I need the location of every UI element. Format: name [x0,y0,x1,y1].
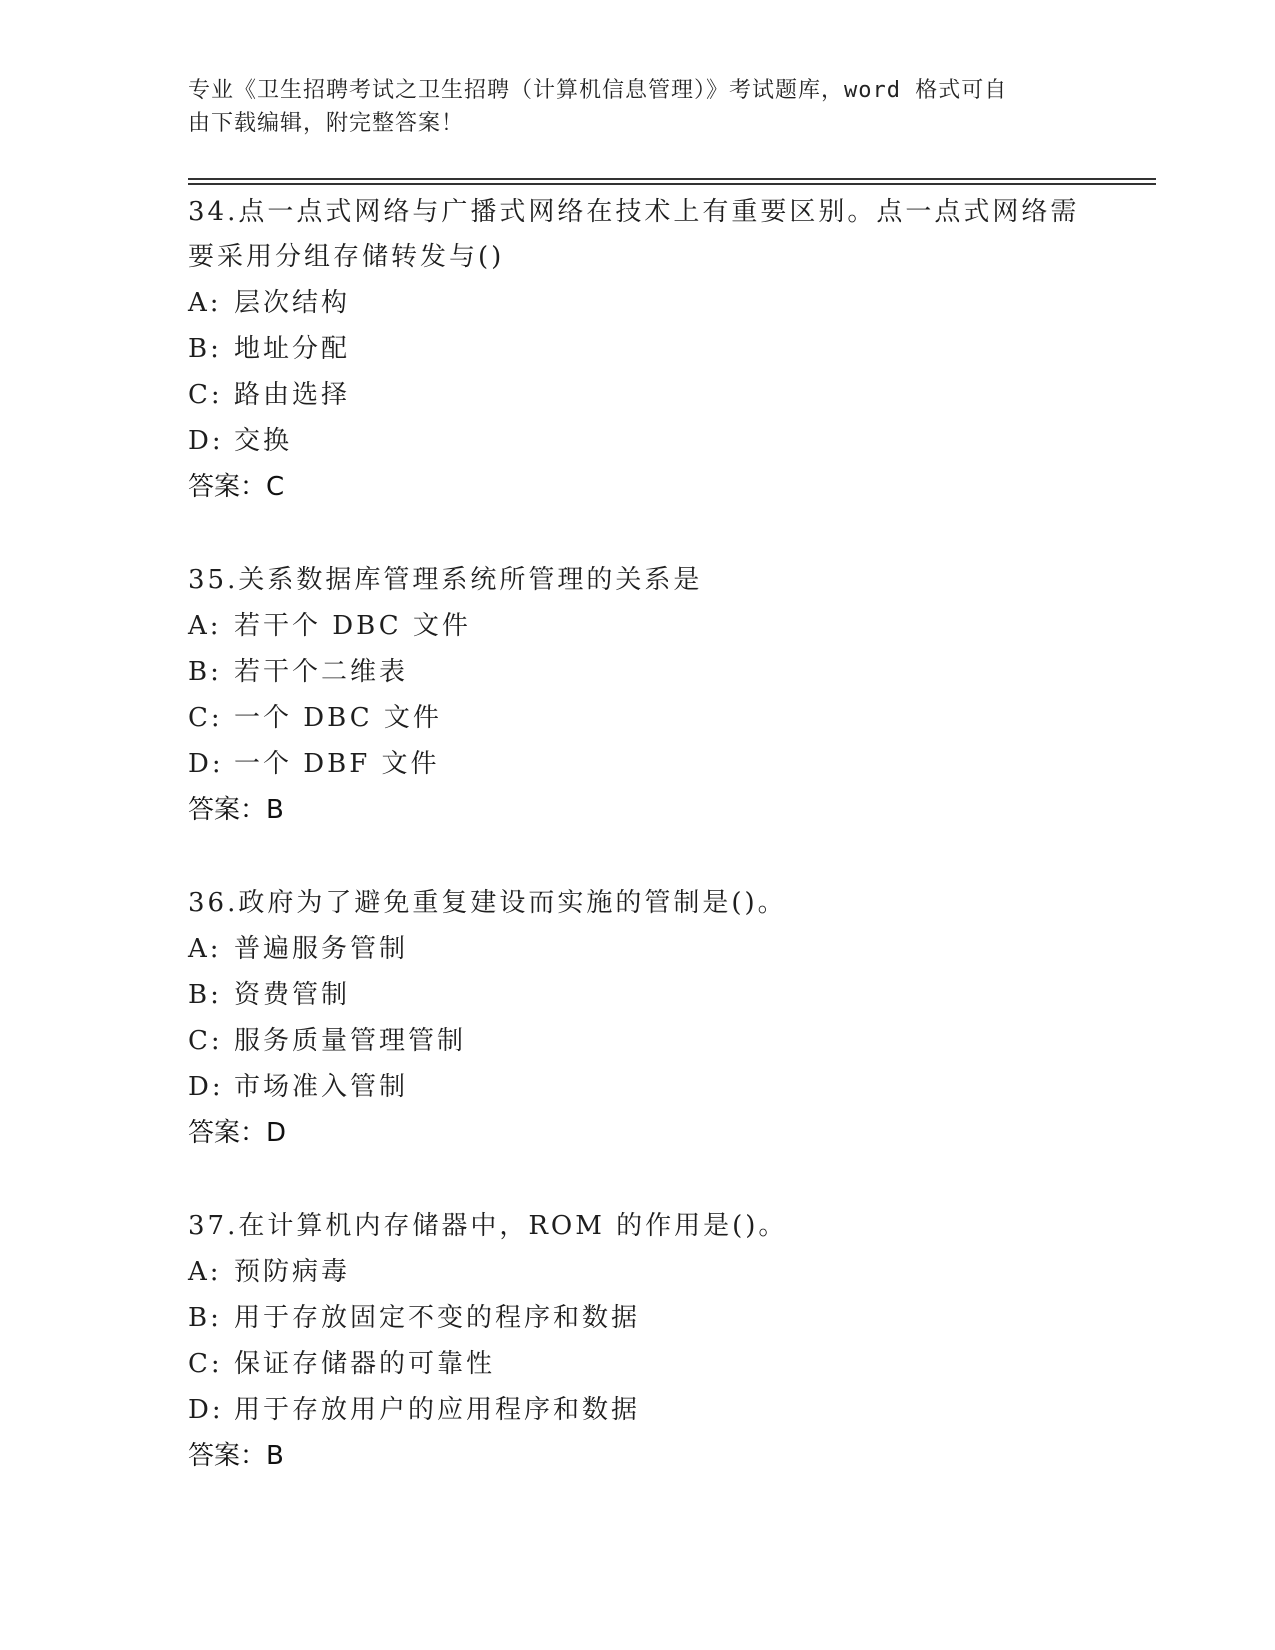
option-key: C: [188,1349,223,1379]
header-line-2: 由下载编辑，附完整答案！ [188,111,465,136]
option-text: 服务质量管理管制 [234,1026,467,1056]
option-text: 预防病毒 [234,1257,351,1287]
question-text: 37.在计算机内存储器中，ROM 的作用是()。 [188,1211,788,1241]
option-c [188,1018,1088,1064]
option-text: 地址分配 [234,334,351,364]
option-b [188,326,1088,372]
option-text: 路由选择 [234,380,351,410]
option-a [188,603,1088,649]
answer-line: 答案：B [188,795,284,825]
option-c [188,1341,1088,1387]
question-35 [188,558,1088,833]
option-c [188,372,1088,418]
option-b [188,972,1088,1018]
option-text: 保证存储器的可靠性 [234,1349,496,1379]
header-line-1: 专业《卫生招聘考试之卫生招聘（计算机信息管理）》考试题库，word 格式可自 [188,78,1008,103]
option-a [188,1249,1088,1295]
answer-line: 答案：B [188,1441,284,1471]
option-text: 用于存放用户的应用程序和数据 [234,1395,641,1425]
option-key: B: [188,1303,222,1333]
option-key: B: [188,980,222,1010]
option-text: 一个 DBF 文件 [234,749,440,779]
option-key: D: [188,426,224,456]
option-d [188,741,1088,787]
spacer [188,833,1088,881]
option-key: B: [188,334,222,364]
header-divider-top [188,178,1156,180]
option-text: 普遍服务管制 [234,934,409,964]
option-b [188,649,1088,695]
header-divider-bottom [188,183,1156,185]
document-header [188,74,1068,140]
answer-line: 答案：D [188,1118,287,1148]
option-b [188,1295,1088,1341]
option-text: 若干个二维表 [234,657,409,687]
option-key: A: [188,934,222,964]
option-key: D: [188,1395,224,1425]
option-key: D: [188,749,224,779]
question-34 [188,190,1088,510]
question-text: 35.关系数据库管理系统所管理的关系是 [188,565,703,595]
option-text: 资费管制 [234,980,351,1010]
option-text: 用于存放固定不变的程序和数据 [234,1303,641,1333]
option-text: 一个 DBC 文件 [234,703,442,733]
question-36 [188,881,1088,1156]
option-key: B: [188,657,222,687]
question-text: 36.政府为了避免重复建设而实施的管制是()。 [188,888,787,918]
option-d [188,1064,1088,1110]
option-key: A: [188,1257,222,1287]
option-text: 市场准入管制 [234,1072,409,1102]
question-text: 34.点一点式网络与广播式网络在技术上有重要区别。点一点式网络需 [188,197,1080,227]
question-text-continued: 要采用分组存储转发与() [188,242,505,272]
option-a [188,926,1088,972]
question-37 [188,1204,1088,1479]
option-key: C: [188,1026,223,1056]
option-c [188,695,1088,741]
option-text: 层次结构 [234,288,351,318]
option-d [188,418,1088,464]
option-d [188,1387,1088,1433]
spacer [188,1156,1088,1204]
option-text: 若干个 DBC 文件 [234,611,471,641]
option-key: D: [188,1072,224,1102]
answer-line: 答案：C [188,472,285,502]
option-key: A: [188,611,222,641]
question-list [188,190,1088,1479]
spacer [188,510,1088,558]
option-key: A: [188,288,222,318]
option-text: 交换 [234,426,293,456]
option-key: C: [188,380,223,410]
option-a [188,280,1088,326]
option-key: C: [188,703,223,733]
